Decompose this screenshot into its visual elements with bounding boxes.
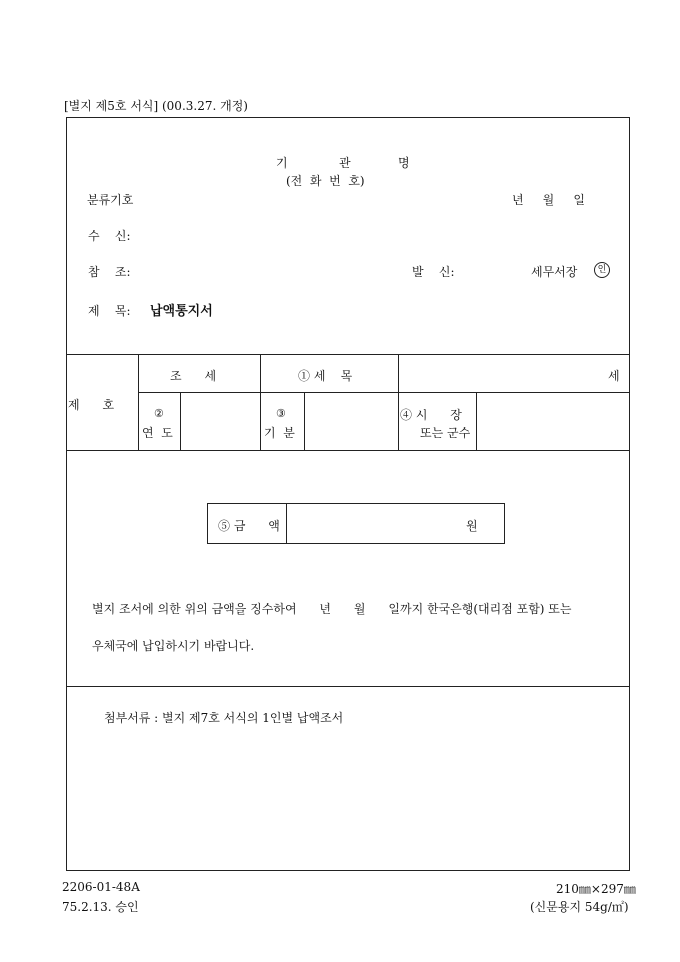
phone-number-label: (전 화 번 호) xyxy=(286,174,365,188)
table-divider xyxy=(304,392,305,450)
tax-suffix: 세 xyxy=(608,369,620,383)
agency-char-1: 기 xyxy=(276,156,288,170)
table-top-rule xyxy=(66,354,630,355)
county-label: 또는 군수 xyxy=(420,426,471,440)
attachment-note: 첨부서류 : 별지 제7호 서식의 1인별 납액조서 xyxy=(104,711,344,725)
table-bottom-rule xyxy=(66,450,630,451)
notice-line-2: 우체국에 납입하시기 바랍니다. xyxy=(92,639,255,653)
tax-item-header: ① 세 목 xyxy=(298,369,353,383)
document-number-label: 제 호 xyxy=(68,398,115,412)
amount-divider xyxy=(286,503,287,544)
period-label: 기 분 xyxy=(264,426,295,440)
year-number: ② xyxy=(154,407,164,420)
paper-size: 210㎜×297㎜ xyxy=(556,882,636,896)
form-code: 2206-01-48A xyxy=(62,880,140,894)
notice-line-1: 별지 조서에 의한 위의 금액을 징수하여 년 월 일까지 한국은행(대리점 포함) 또는 xyxy=(92,602,572,616)
agency-char-3: 명 xyxy=(398,156,410,170)
table-divider xyxy=(180,392,181,450)
approval-date: 75.2.13. 승인 xyxy=(62,900,139,914)
table-divider xyxy=(476,392,477,450)
table-divider xyxy=(138,354,139,450)
amount-unit: 원 xyxy=(466,519,478,533)
year-label: 연 도 xyxy=(142,426,173,440)
table-mid-rule xyxy=(138,392,630,393)
date-label: 년 월 일 xyxy=(512,193,585,207)
classification-label: 분류기호 xyxy=(87,193,134,207)
seal-mark: 인 xyxy=(594,262,610,278)
agency-char-2: 관 xyxy=(339,156,351,170)
recipient-label: 수 신: xyxy=(88,229,131,243)
reference-label: 참 조: xyxy=(88,265,131,279)
tax-header: 조 세 xyxy=(170,369,217,383)
attachment-rule xyxy=(66,686,630,687)
subject-value: 납액통지서 xyxy=(150,304,213,319)
table-divider xyxy=(398,354,399,450)
form-label: [별지 제5호 서식] (00.3.27. 개정) xyxy=(64,99,248,113)
sender-value: 세무서장 xyxy=(531,265,578,279)
form-frame xyxy=(66,117,630,871)
subject-label: 제 목: xyxy=(88,304,131,318)
table-divider xyxy=(260,354,261,450)
paper-spec: (신문용지 54g/㎡) xyxy=(530,900,629,914)
amount-label: ⑤ 금 액 xyxy=(218,519,280,533)
city-label: ④ 시 장 xyxy=(400,408,462,422)
period-number: ③ xyxy=(276,407,286,420)
sender-label: 발 신: xyxy=(412,265,455,279)
